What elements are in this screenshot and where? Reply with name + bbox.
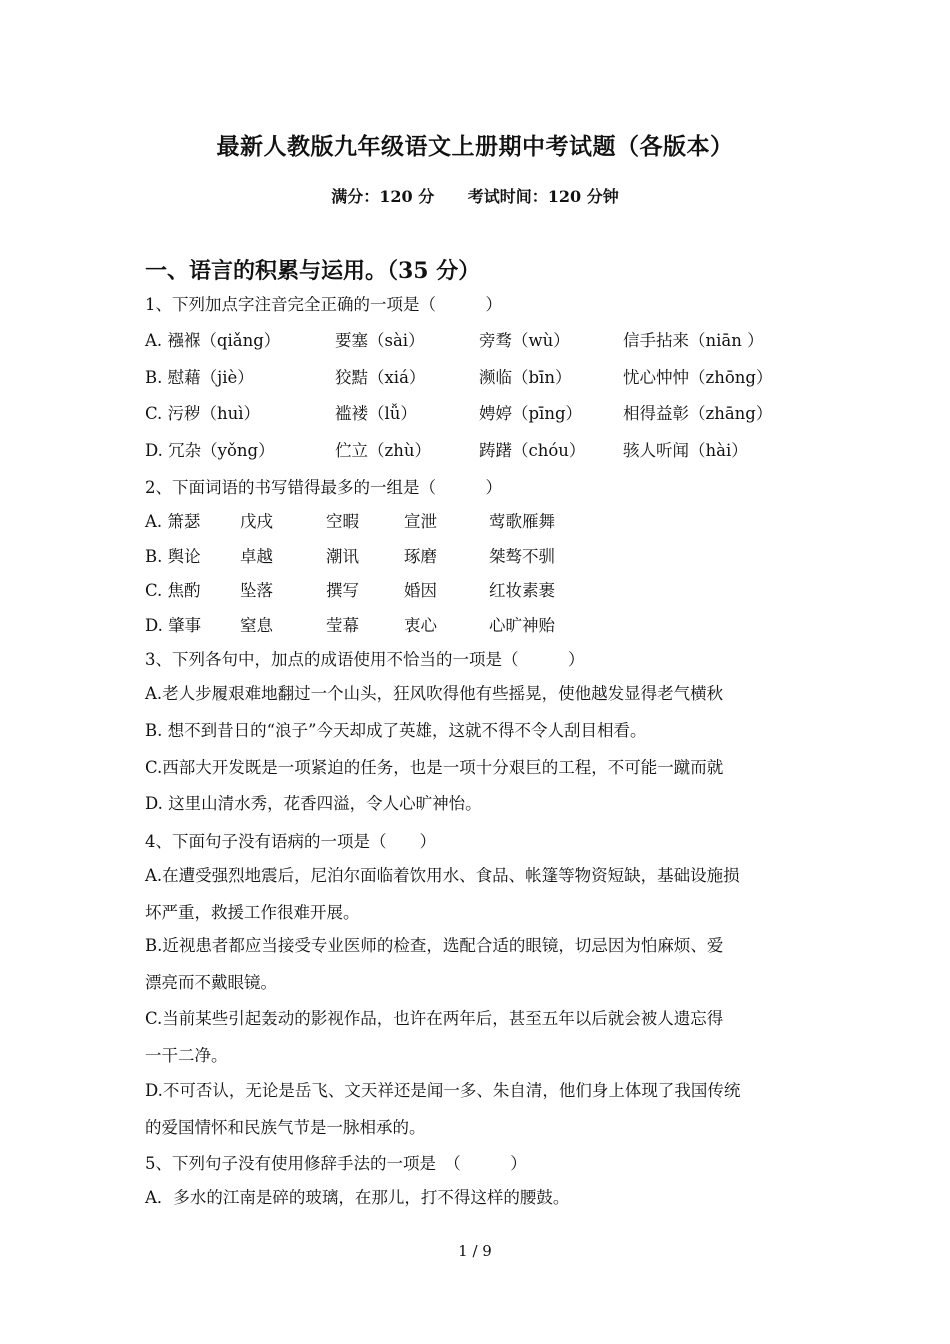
section-heading: 一、语言的积累与运用。（35 分）	[145, 258, 481, 284]
option-cell: D. 冗杂（yǒng）	[145, 441, 275, 460]
word-cell: 潮讯	[326, 547, 359, 566]
word-cell: 莹幕	[326, 616, 359, 635]
question-4-option-b-line2: 漂亮而不戴眼镜。	[145, 973, 277, 992]
option-cell: 忧心忡忡（zhōng）	[623, 368, 773, 387]
question-2-stem: 2、下面词语的书写错得最多的一组是（ ）	[145, 478, 502, 497]
question-5-stem: 5、下列句子没有使用修辞手法的一项是 （ ）	[145, 1154, 527, 1173]
question-4-option-b-line1: B.近视患者都应当接受专业医师的检查，选配合适的眼镜，切忌因为怕麻烦、爱	[145, 936, 724, 955]
option-cell: 狡黠（xiá）	[335, 368, 426, 387]
option-cell: B. 慰藉（jiè）	[145, 368, 254, 387]
question-3-option-a: A.老人步履艰难地翻过一个山头，狂风吹得他有些摇晃，使他越发显得老气横秋	[145, 684, 724, 703]
word-cell: 衷心	[404, 616, 437, 635]
question-3-option-c: C.西部大开发既是一项紧迫的任务，也是一项十分艰巨的工程，不可能一蹴而就	[145, 758, 724, 777]
option-cell: 伫立（zhù）	[335, 441, 431, 460]
option-cell: 濒临（bīn）	[479, 368, 572, 387]
option-cell: 相得益彰（zhāng）	[623, 404, 773, 423]
question-3-option-d: D. 这里山清水秀，花香四溢，令人心旷神怡。	[145, 794, 482, 813]
word-cell: 琢磨	[404, 547, 437, 566]
option-cell: 旁骛（wù）	[479, 331, 570, 350]
word-cell: 桀骜不驯	[489, 547, 555, 566]
question-3-option-b: B. 想不到昔日的“浪子”今天却成了英雄，这就不得不令人刮目相看。	[145, 721, 647, 740]
word-cell: C. 焦酌	[145, 581, 201, 600]
word-cell: 撰写	[326, 581, 359, 600]
question-4-option-a-line2: 坏严重，救援工作很难开展。	[145, 903, 360, 922]
option-cell: 骇人听闻（hài）	[623, 441, 748, 460]
question-4-option-c-line2: 一干二净。	[145, 1046, 228, 1065]
word-cell: 卓越	[240, 547, 273, 566]
exam-time: 考试时间：120 分钟	[467, 187, 619, 206]
question-4-option-a-line1: A.在遭受强烈地震后，尼泊尔面临着饮用水、食品、帐篷等物资短缺，基础设施损	[145, 866, 740, 885]
question-5-option-a: A．多水的江南是碎的玻璃，在那儿，打不得这样的腰鼓。	[145, 1188, 570, 1207]
word-cell: 莺歌雁舞	[489, 512, 555, 531]
question-4-stem: 4、下面句子没有语病的一项是（ ）	[145, 832, 436, 851]
option-cell: C. 污秽（huì）	[145, 404, 261, 423]
question-3-stem: 3、下列各句中，加点的成语使用不恰当的一项是（ ）	[145, 650, 585, 669]
word-cell: D. 肇事	[145, 616, 202, 635]
word-cell: A. 箫瑟	[145, 512, 201, 531]
word-cell: 窒息	[240, 616, 273, 635]
word-cell: 宣泄	[404, 512, 437, 531]
word-cell: 心旷神贻	[489, 616, 555, 635]
word-cell: B. 舆论	[145, 547, 201, 566]
exam-info	[0, 184, 950, 207]
page-number: 1 / 9	[458, 1242, 492, 1260]
option-cell: 褴褛（lǚ）	[335, 404, 417, 423]
full-score: 满分：120 分	[331, 187, 435, 206]
question-4-option-d-line2: 的爱国情怀和民族气节是一脉相承的。	[145, 1118, 426, 1137]
question-1-stem: 1、下列加点字注音完全正确的一项是（ ）	[145, 295, 502, 314]
question-4-option-c-line1: C.当前某些引起轰动的影视作品，也许在两年后，甚至五年以后就会被人遗忘得	[145, 1009, 724, 1028]
word-cell: 戊戌	[240, 512, 273, 531]
word-cell: 红妆素裹	[489, 581, 555, 600]
option-cell: 要塞（sài）	[335, 331, 425, 350]
page-title: 最新人教版九年级语文上册期中考试题（各版本）	[216, 133, 734, 160]
option-cell: A. 襁褓（qiǎng）	[145, 331, 281, 350]
word-cell: 坠落	[240, 581, 273, 600]
word-cell: 空暇	[326, 512, 359, 531]
option-cell: 娉婷（pīng）	[479, 404, 583, 423]
question-4-option-d-line1: D.不可否认，无论是岳飞、文天祥还是闻一多、朱自清，他们身上体现了我国传统	[145, 1081, 741, 1100]
word-cell: 婚因	[404, 581, 437, 600]
option-cell: 踌躇（chóu）	[479, 441, 586, 460]
option-cell: 信手拈来（niān ）	[623, 331, 764, 350]
